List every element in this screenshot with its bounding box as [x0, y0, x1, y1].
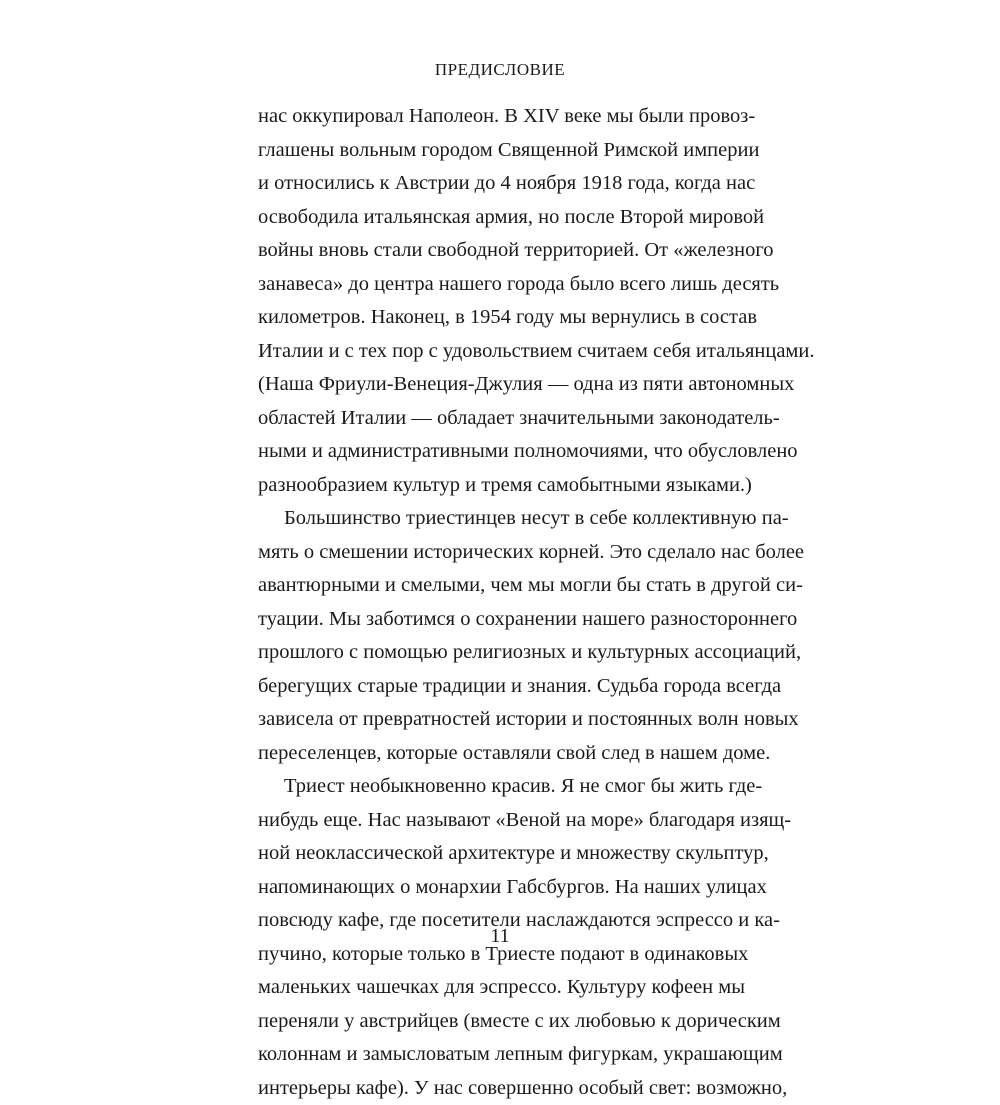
text-line: нас оккупировал Наполеон. В XIV веке мы были провоз-	[258, 100, 738, 134]
text-line: войны вновь стали свободной территорией. От «железного	[258, 234, 738, 268]
text-line: повсюду кафе, где посетители наслаждаются эспрессо и ка-	[258, 904, 738, 938]
text-line: нибудь еще. Нас называют «Веной на море» благодаря изящ-	[258, 804, 738, 838]
text-line: Большинство триестинцев несут в себе коллективную па-	[258, 502, 738, 536]
text-line: мять о смешении исторических корней. Это сделало нас более	[258, 536, 738, 570]
text-line: разнообразием культур и тремя самобытными языками.)	[258, 469, 738, 503]
body-text	[258, 100, 738, 1105]
text-line: переселенцев, которые оставляли свой след в нашем доме.	[258, 737, 738, 771]
text-line: и относились к Австрии до 4 ноября 1918 года, когда нас	[258, 167, 738, 201]
text-line: ными и административными полномочиями, что обусловлено	[258, 435, 738, 469]
page-number: 11	[0, 925, 1000, 948]
text-line: зависела от превратностей истории и постоянных волн новых	[258, 703, 738, 737]
text-line: глашены вольным городом Священной Римской империи	[258, 134, 738, 168]
text-line: Триест необыкновенно красив. Я не смог бы жить где-	[258, 770, 738, 804]
text-line: освободила итальянская армия, но после Второй мировой	[258, 201, 738, 235]
text-line: маленьких чашечках для эспрессо. Культуру кофеен мы	[258, 971, 738, 1005]
text-line: туации. Мы заботимся о сохранении нашего разностороннего	[258, 603, 738, 637]
text-line: колоннам и замысловатым лепным фигуркам, украшающим	[258, 1038, 738, 1072]
text-line: интерьеры кафе). У нас совершенно особый свет: возможно,	[258, 1072, 738, 1105]
text-line: областей Италии — обладает значительными законодатель-	[258, 402, 738, 436]
text-line: берегущих старые традиции и знания. Судьба города всегда	[258, 670, 738, 704]
text-line: пучино, которые только в Триесте подают в одинаковых	[258, 938, 738, 972]
text-line: прошлого с помощью религиозных и культурных ассоциаций,	[258, 636, 738, 670]
running-head: ПРЕДИСЛОВИЕ	[0, 60, 1000, 80]
text-line: ной неоклассической архитектуре и множеству скульптур,	[258, 837, 738, 871]
text-line: Италии и с тех пор с удовольствием считаем себя итальянцами.	[258, 335, 738, 369]
text-line: напоминающих о монархии Габсбургов. На наших улицах	[258, 871, 738, 905]
text-line: (Наша Фриули-Венеция-Джулия — одна из пяти автономных	[258, 368, 738, 402]
text-line: километров. Наконец, в 1954 году мы вернулись в состав	[258, 301, 738, 335]
text-line: занавеса» до центра нашего города было всего лишь десять	[258, 268, 738, 302]
text-line: переняли у австрийцев (вместе с их любовью к дорическим	[258, 1005, 738, 1039]
text-line: авантюрными и смелыми, чем мы могли бы стать в другой си-	[258, 569, 738, 603]
